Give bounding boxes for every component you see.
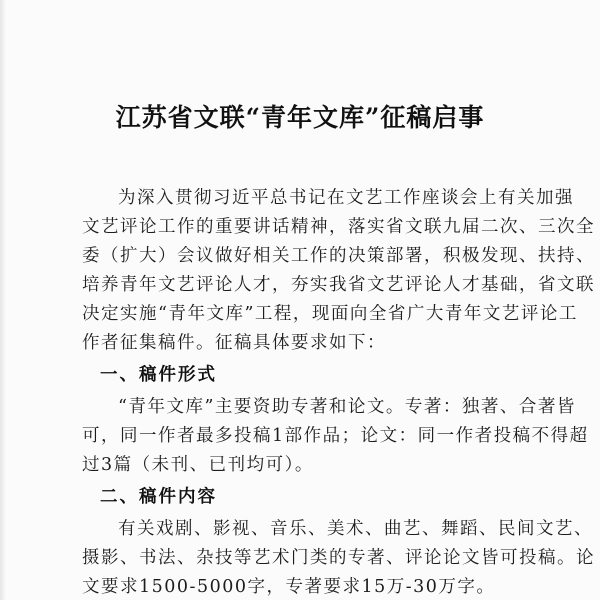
intro-line-3: 委（扩大）会议做好相关工作的决策部署，积极发现、扶持、 [82,246,595,266]
intro-line-2: 文艺评论工作的重要讲话精神，落实省文联九届二次、三次全 [82,217,595,237]
section2-line-3: 文要求1500-5000字，专著要求15万-30万字。 [82,577,496,597]
section-heading-form: 一、稿件形式 [100,365,217,385]
section2-line-1: 有关戏剧、影视、音乐、美术、曲艺、舞蹈、民间文艺、 [118,519,593,539]
section-heading-content: 二、稿件内容 [100,487,217,507]
document-title: 江苏省文联“青年文库”征稿启事 [115,103,485,132]
intro-line-1: 为深入贯彻习近平总书记在文艺工作座谈会上有关加强 [118,188,574,208]
section2-line-2: 摄影、书法、杂技等艺术门类的专著、评论论文皆可投稿。论 [82,548,595,568]
intro-line-5: 决定实施“青年文库”工程，现面向全省广大青年文艺评论工 [82,304,578,324]
section1-line-1: “青年文库”主要资助专著和论文。专著：独著、合著皆 [118,397,576,417]
section1-line-3: 过3篇（未刊、已刊均可）。 [82,455,314,475]
intro-line-6: 作者征集稿件。征稿具体要求如下： [82,333,386,353]
scan-edge-shadow [0,0,6,600]
section1-line-2: 可，同一作者最多投稿1部作品；论文：同一作者投稿不得超 [82,426,589,446]
intro-line-4: 培养青年文艺评论人才，夯实我省文艺评论人才基础，省文联 [82,275,595,295]
